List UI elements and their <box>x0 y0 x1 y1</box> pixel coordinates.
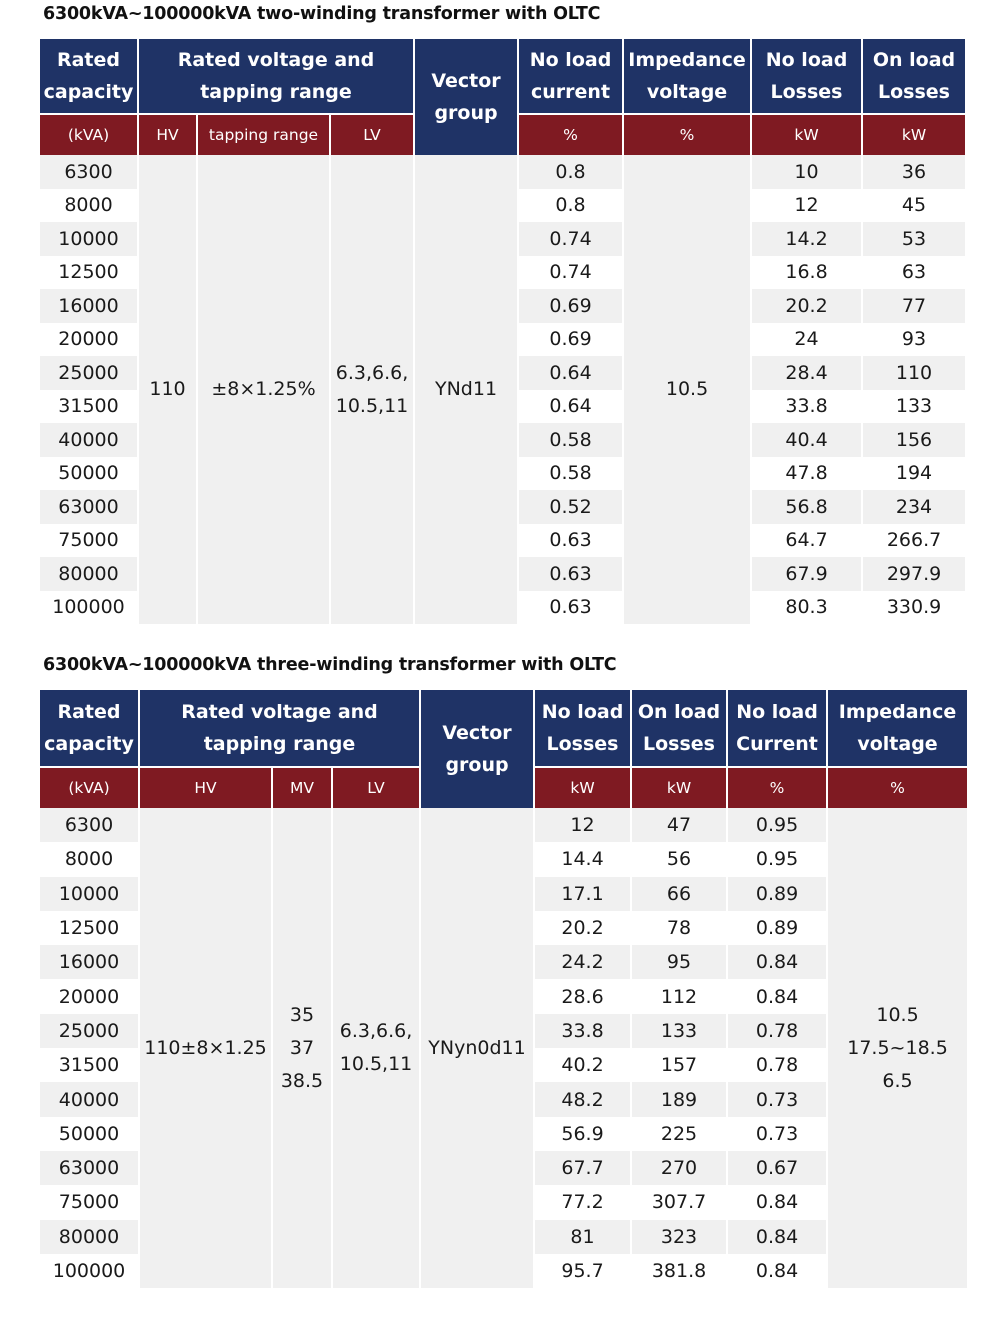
on-load-losses-cell: 47 <box>632 808 726 842</box>
capacity-cell: 100000 <box>40 591 137 625</box>
header-rated-capacity: Rated capacity <box>40 690 138 766</box>
no-load-current-cell: 0.84 <box>728 979 826 1013</box>
capacity-cell: 20000 <box>40 323 137 357</box>
unit-no-load-current: % <box>728 766 826 808</box>
header-on-load-losses: On load Losses <box>632 690 726 766</box>
table-row <box>40 155 965 189</box>
on-load-losses-cell: 133 <box>863 390 965 424</box>
no-load-current-cell: 0.63 <box>519 591 622 625</box>
capacity-cell: 40000 <box>40 423 137 457</box>
on-load-losses-cell: 66 <box>632 877 726 911</box>
capacity-cell: 20000 <box>40 979 138 1013</box>
on-load-losses-cell: 270 <box>632 1151 726 1185</box>
no-load-losses-cell: 14.2 <box>752 222 861 256</box>
no-load-losses-cell: 20.2 <box>752 289 861 323</box>
no-load-current-cell: 0.63 <box>519 524 622 558</box>
capacity-cell: 75000 <box>40 524 137 558</box>
on-load-losses-cell: 156 <box>863 423 965 457</box>
unit-on-load-losses: kW <box>863 113 965 155</box>
hv-cell: 110 <box>139 155 196 624</box>
no-load-current-cell: 0.74 <box>519 222 622 256</box>
on-load-losses-cell: 297.9 <box>863 557 965 591</box>
merged-value-line: 17.5~18.5 <box>847 1036 948 1059</box>
unit-no-load-current: % <box>519 113 622 155</box>
on-load-losses-cell: 323 <box>632 1220 726 1254</box>
two-winding-transformer-table <box>38 39 967 624</box>
header-no-load-current: No load current <box>519 39 622 113</box>
merged-value-line: 6.3,6.6, <box>339 1020 413 1043</box>
merged-value-line: 35 <box>289 1003 315 1026</box>
merged-value-line: 37 <box>289 1036 315 1059</box>
capacity-cell: 16000 <box>40 289 137 323</box>
no-load-losses-cell: 67.7 <box>535 1151 630 1185</box>
no-load-current-cell: 0.89 <box>728 877 826 911</box>
unit-on-load-losses: kW <box>632 766 726 808</box>
no-load-current-cell: 0.8 <box>519 155 622 189</box>
lv-cell <box>331 155 413 624</box>
header-vector-group: Vector group <box>415 39 517 155</box>
unit-hv: HV <box>140 766 271 808</box>
on-load-losses-cell: 77 <box>863 289 965 323</box>
no-load-current-cell: 0.95 <box>728 842 826 876</box>
header-impedance-voltage: Impedance voltage <box>624 39 750 113</box>
merged-value-line: 10.5 <box>876 1003 919 1026</box>
on-load-losses-cell: 133 <box>632 1014 726 1048</box>
on-load-losses-cell: 112 <box>632 979 726 1013</box>
hv-cell: 110±8×1.25 <box>140 808 271 1288</box>
capacity-cell: 75000 <box>40 1185 138 1219</box>
unit-rated-capacity: (kVA) <box>40 113 137 155</box>
on-load-losses-cell: 194 <box>863 457 965 491</box>
header-no-load-losses: No load Losses <box>752 39 861 113</box>
no-load-current-cell: 0.84 <box>728 1254 826 1288</box>
header-no-load-current: No load Current <box>728 690 826 766</box>
merged-value-line: 6.5 <box>882 1069 913 1092</box>
capacity-cell: 40000 <box>40 1082 138 1116</box>
no-load-current-cell: 0.64 <box>519 390 622 424</box>
no-load-losses-cell: 14.4 <box>535 842 630 876</box>
unit-rated-capacity: (kVA) <box>40 766 138 808</box>
on-load-losses-cell: 234 <box>863 490 965 524</box>
capacity-cell: 80000 <box>40 1220 138 1254</box>
no-load-losses-cell: 40.2 <box>535 1048 630 1082</box>
unit-impedance-voltage: % <box>828 766 967 808</box>
no-load-losses-cell: 24.2 <box>535 945 630 979</box>
no-load-losses-cell: 12 <box>535 808 630 842</box>
no-load-current-cell: 0.84 <box>728 1185 826 1219</box>
capacity-cell: 10000 <box>40 877 138 911</box>
three-winding-transformer-table <box>38 690 969 1288</box>
no-load-losses-cell: 77.2 <box>535 1185 630 1219</box>
on-load-losses-cell: 189 <box>632 1082 726 1116</box>
no-load-losses-cell: 40.4 <box>752 423 861 457</box>
header-rated-capacity: Rated capacity <box>40 39 137 113</box>
no-load-current-cell: 0.69 <box>519 323 622 357</box>
header-on-load-losses: On load Losses <box>863 39 965 113</box>
no-load-current-cell: 0.73 <box>728 1082 826 1116</box>
capacity-cell: 16000 <box>40 945 138 979</box>
no-load-losses-cell: 20.2 <box>535 911 630 945</box>
no-load-losses-cell: 56.9 <box>535 1117 630 1151</box>
merged-value-line: 6.3,6.6, <box>335 361 409 384</box>
no-load-losses-cell: 67.9 <box>752 557 861 591</box>
header-vector-group: Vector group <box>421 690 533 808</box>
capacity-cell: 8000 <box>40 842 138 876</box>
capacity-cell: 50000 <box>40 457 137 491</box>
on-load-losses-cell: 381.8 <box>632 1254 726 1288</box>
on-load-losses-cell: 45 <box>863 189 965 223</box>
capacity-cell: 10000 <box>40 222 137 256</box>
capacity-cell: 12500 <box>40 256 137 290</box>
no-load-current-cell: 0.74 <box>519 256 622 290</box>
lv-cell <box>333 808 419 1288</box>
capacity-cell: 63000 <box>40 490 137 524</box>
on-load-losses-cell: 78 <box>632 911 726 945</box>
no-load-current-cell: 0.95 <box>728 808 826 842</box>
no-load-losses-cell: 80.3 <box>752 591 861 625</box>
capacity-cell: 63000 <box>40 1151 138 1185</box>
tapping-range-cell: ±8×1.25% <box>198 155 329 624</box>
capacity-cell: 12500 <box>40 911 138 945</box>
on-load-losses-cell: 53 <box>863 222 965 256</box>
capacity-cell: 100000 <box>40 1254 138 1288</box>
no-load-current-cell: 0.78 <box>728 1048 826 1082</box>
table-row <box>40 808 967 842</box>
no-load-losses-cell: 95.7 <box>535 1254 630 1288</box>
no-load-current-cell: 0.8 <box>519 189 622 223</box>
capacity-cell: 25000 <box>40 356 137 390</box>
on-load-losses-cell: 93 <box>863 323 965 357</box>
capacity-cell: 80000 <box>40 557 137 591</box>
no-load-losses-cell: 28.4 <box>752 356 861 390</box>
no-load-current-cell: 0.84 <box>728 1220 826 1254</box>
unit-no-load-losses: kW <box>752 113 861 155</box>
on-load-losses-cell: 36 <box>863 155 965 189</box>
unit-lv: LV <box>331 113 413 155</box>
no-load-current-cell: 0.89 <box>728 911 826 945</box>
capacity-cell: 6300 <box>40 155 137 189</box>
no-load-current-cell: 0.64 <box>519 356 622 390</box>
on-load-losses-cell: 110 <box>863 356 965 390</box>
unit-no-load-losses: kW <box>535 766 630 808</box>
table2-title: 6300kVA~100000kVA three-winding transformer with OLTC <box>43 655 617 675</box>
unit-tapping-range: tapping range <box>198 113 329 155</box>
on-load-losses-cell: 307.7 <box>632 1185 726 1219</box>
on-load-losses-cell: 95 <box>632 945 726 979</box>
no-load-losses-cell: 47.8 <box>752 457 861 491</box>
header-no-load-losses: No load Losses <box>535 690 630 766</box>
no-load-current-cell: 0.63 <box>519 557 622 591</box>
table1-title: 6300kVA~100000kVA two-winding transformer with OLTC <box>43 4 601 24</box>
unit-lv: LV <box>333 766 419 808</box>
header-impedance-voltage: Impedance voltage <box>828 690 967 766</box>
capacity-cell: 50000 <box>40 1117 138 1151</box>
merged-value-line: 10.5,11 <box>339 1053 413 1076</box>
impedance-voltage-cell <box>828 808 967 1288</box>
vector-group-cell: YNd11 <box>415 155 517 624</box>
capacity-cell: 31500 <box>40 390 137 424</box>
mv-cell <box>273 808 331 1288</box>
no-load-current-cell: 0.52 <box>519 490 622 524</box>
no-load-losses-cell: 64.7 <box>752 524 861 558</box>
unit-hv: HV <box>139 113 196 155</box>
capacity-cell: 6300 <box>40 808 138 842</box>
no-load-losses-cell: 10 <box>752 155 861 189</box>
impedance-voltage-cell: 10.5 <box>624 155 750 624</box>
on-load-losses-cell: 157 <box>632 1048 726 1082</box>
no-load-losses-cell: 56.8 <box>752 490 861 524</box>
capacity-cell: 31500 <box>40 1048 138 1082</box>
no-load-current-cell: 0.58 <box>519 423 622 457</box>
header-rated-voltage: Rated voltage and tapping range <box>139 39 413 113</box>
capacity-cell: 25000 <box>40 1014 138 1048</box>
no-load-current-cell: 0.69 <box>519 289 622 323</box>
no-load-current-cell: 0.84 <box>728 945 826 979</box>
on-load-losses-cell: 56 <box>632 842 726 876</box>
vector-group-cell: YNyn0d11 <box>421 808 533 1288</box>
on-load-losses-cell: 225 <box>632 1117 726 1151</box>
no-load-losses-cell: 12 <box>752 189 861 223</box>
capacity-cell: 8000 <box>40 189 137 223</box>
no-load-losses-cell: 28.6 <box>535 979 630 1013</box>
no-load-current-cell: 0.58 <box>519 457 622 491</box>
unit-mv: MV <box>273 766 331 808</box>
no-load-losses-cell: 24 <box>752 323 861 357</box>
no-load-losses-cell: 48.2 <box>535 1082 630 1116</box>
no-load-current-cell: 0.78 <box>728 1014 826 1048</box>
on-load-losses-cell: 63 <box>863 256 965 290</box>
merged-value-line: 38.5 <box>280 1069 324 1092</box>
no-load-losses-cell: 17.1 <box>535 877 630 911</box>
header-rated-voltage: Rated voltage and tapping range <box>140 690 419 766</box>
no-load-losses-cell: 33.8 <box>752 390 861 424</box>
no-load-current-cell: 0.73 <box>728 1117 826 1151</box>
no-load-losses-cell: 81 <box>535 1220 630 1254</box>
no-load-current-cell: 0.67 <box>728 1151 826 1185</box>
merged-value-line: 10.5,11 <box>335 394 409 417</box>
no-load-losses-cell: 33.8 <box>535 1014 630 1048</box>
on-load-losses-cell: 266.7 <box>863 524 965 558</box>
on-load-losses-cell: 330.9 <box>863 591 965 625</box>
unit-impedance-voltage: % <box>624 113 750 155</box>
no-load-losses-cell: 16.8 <box>752 256 861 290</box>
